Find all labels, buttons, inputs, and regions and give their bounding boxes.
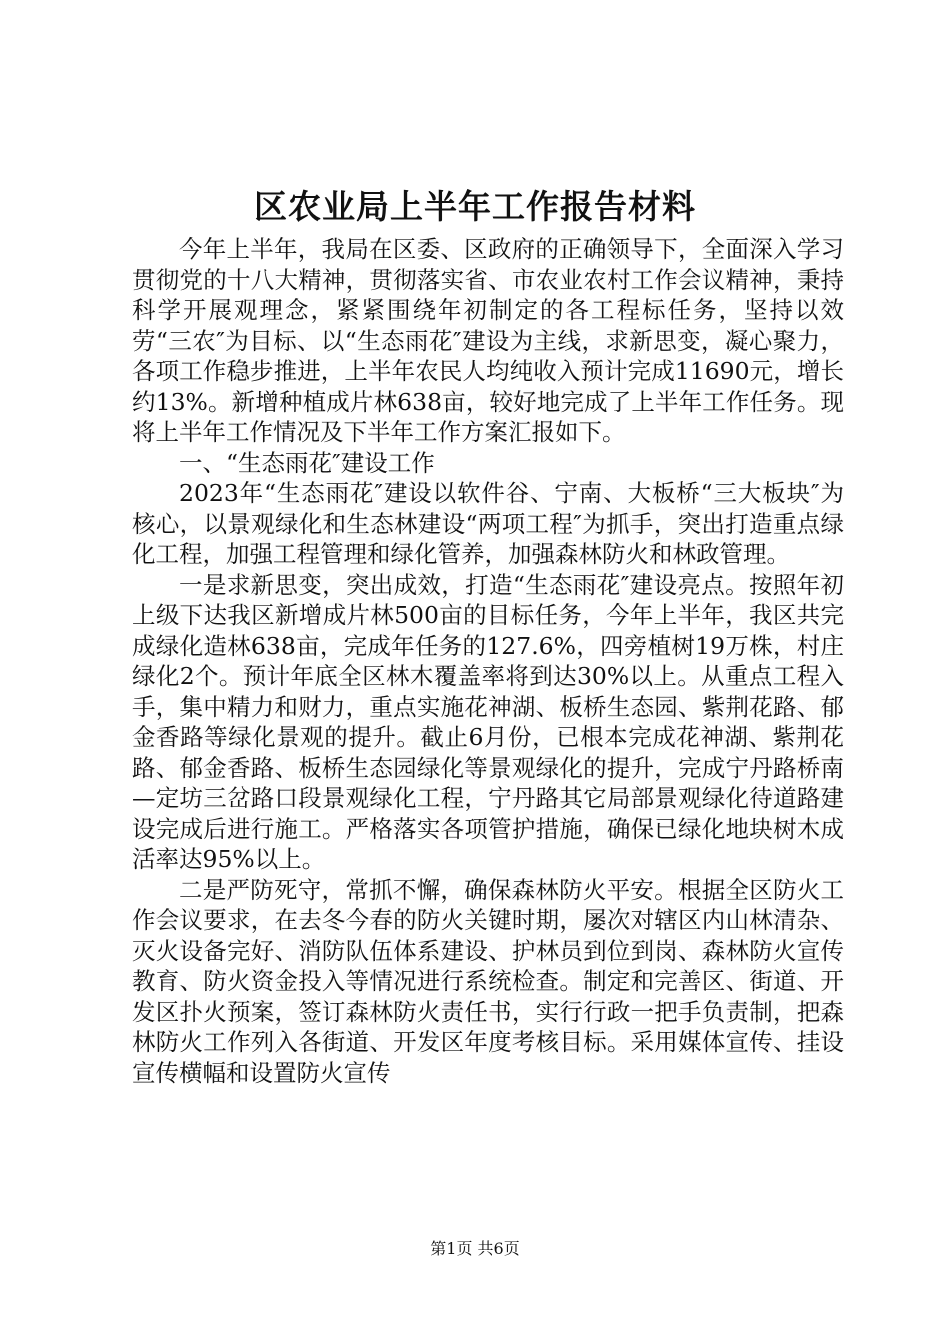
paragraph-item-one: 一是求新思变，突出成效，打造“生态雨花″建设亮点。按照年初上级下达我区新增成片林500亩的目标任务，今年上半年，我区共完成绿化造林638亩，完成年任务的127.6%，四旁植树19万株，村庄绿化2个。预计年底全区林木覆盖率将到达30%以上。从重点工程入手，集中精力和财力，重点实施花神湖、板桥生态园、紫荆花路、郁金香路等绿化景观的提升。截止6月份，已根本完成花神湖、紫荆花路、郁金香路、板桥生态园绿化等景观绿化的提升，完成宁丹路桥南—定坊三岔路口段景观绿化工程，宁丹路其它局部景观绿化待道路建设完成后进行施工。严格落实各项管护措施，确保已绿化地块树木成活率达95%以上。 [132,570,844,873]
page-title: 区农业局上半年工作报告材料 [254,187,696,226]
paragraph-overview: 2023年“生态雨花″建设以软件谷、宁南、大板桥“三大板块″为核心，以景观绿化和生态林建设“两项工程″为抓手，突出打造重点绿化工程，加强工程管理和绿化管养，加强森林防火和林政管理。 [132,479,844,568]
paragraph-item-two: 二是严防死守，常抓不懈，确保森林防火平安。根据全区防火工作会议要求，在去冬今春的防火关键时期，屡次对辖区内山林清杂、灭火设备完好、消防队伍体系建设、护林员到位到岗、森林防火宣传教育、防火资金投入等情况进行系统检查。制定和完善区、街道、开发区扑火预案，签订森林防火责任书，实行行政一把手负责制，把森林防火工作列入各街道、开发区年度考核目标。采用媒体宣传、挂设宣传横幅和设置防火宣传 [132,875,844,1087]
document-body [132,234,844,1088]
page-number-footer: 第1页 共6页 [430,1239,520,1258]
section-heading: 一、“生态雨花″建设工作 [179,448,435,477]
paragraph-intro: 今年上半年，我局在区委、区政府的正确领导下，全面深入学习贯彻党的十八大精神，贯彻落实省、市农业农村工作会议精神，秉持科学开展观理念，紧紧围绕年初制定的各工程标任务，坚持以效劳“三农″为目标、以“生态雨花″建设为主线，求新思变，凝心聚力，各项工作稳步推进，上半年农民人均纯收入预计完成11690元，增长约13%。新增种植成片林638亩，较好地完成了上半年工作任务。现将上半年工作情况及下半年工作方案汇报如下。 [132,235,844,446]
